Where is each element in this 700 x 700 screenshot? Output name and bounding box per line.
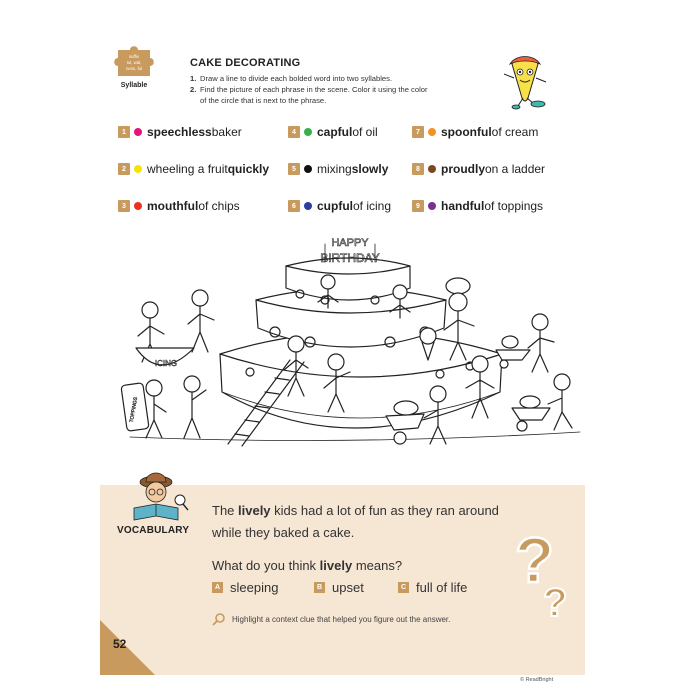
- answer-option-a[interactable]: [212, 580, 278, 595]
- bowl-label: ICING: [154, 359, 178, 368]
- color-dot: [428, 202, 436, 210]
- color-dot: [304, 202, 312, 210]
- phrase-item-1[interactable]: [118, 124, 242, 140]
- phrase-text-after: of toppings: [484, 199, 544, 213]
- phrase-text-after: of icing: [353, 199, 392, 213]
- bold-word: capful: [317, 125, 353, 139]
- option-letter: A: [212, 582, 223, 593]
- answer-option-c[interactable]: [398, 580, 467, 595]
- kid-figure[interactable]: [528, 314, 554, 372]
- detective-reading-icon: [120, 470, 192, 522]
- color-dot: [304, 128, 312, 136]
- question-before: What do you think: [212, 558, 320, 573]
- instruction-number: 2.: [190, 85, 197, 94]
- phrase-number: 6: [288, 200, 300, 212]
- puzzle-line-3: ness, ful: [125, 66, 143, 71]
- birthday-sign[interactable]: [320, 237, 380, 265]
- answer-option-b[interactable]: [314, 580, 364, 595]
- kid-figure[interactable]: [184, 376, 206, 438]
- phrase-text-before: wheeling a fruit: [147, 162, 228, 176]
- bag-label: TOPPINGS: [128, 396, 140, 424]
- phrase-item-4[interactable]: [288, 124, 378, 140]
- option-text: sleeping: [230, 580, 279, 595]
- phrase-text-after: of oil: [352, 125, 378, 139]
- phrase-number: 4: [288, 126, 300, 138]
- bold-word: quickly: [227, 162, 270, 176]
- color-dot: [134, 165, 142, 173]
- phrase-text-after: on a ladder: [485, 162, 546, 176]
- vocab-question: [212, 558, 402, 573]
- ice-cream-cone[interactable]: [420, 328, 436, 360]
- puzzle-label: Syllable: [120, 82, 148, 89]
- phrase-text-after: baker: [211, 125, 242, 139]
- highlight-hint: [212, 612, 450, 626]
- sentence-before: The: [212, 503, 239, 518]
- puzzle-line-2: tul, wal,: [126, 60, 142, 65]
- phrase-text-before: mixing: [317, 162, 352, 176]
- instructions-list: [190, 73, 430, 106]
- color-dot: [134, 128, 142, 136]
- color-dot: [134, 202, 142, 210]
- option-text: full of life: [416, 580, 468, 595]
- bold-word: proudly: [441, 162, 485, 176]
- bold-word: cupful: [317, 199, 353, 213]
- puzzle-line-1: suffix: [129, 54, 139, 59]
- instruction-item: [190, 73, 430, 84]
- phrase-item-3[interactable]: [118, 198, 240, 214]
- wheelbarrow[interactable]: [512, 396, 550, 431]
- instruction-text: Find the picture of each phrase in the scene. Color it using the color of the circle that is next to the phrase.: [200, 85, 428, 105]
- hint-text: Highlight a context clue that helped you figure out the answer.: [232, 614, 451, 624]
- sign-line-1: HAPPY: [331, 237, 369, 249]
- phrase-item-5[interactable]: [288, 161, 388, 177]
- mascot-icon: [500, 54, 550, 110]
- icing-bowl[interactable]: [136, 348, 194, 368]
- page-number: 52: [113, 637, 127, 651]
- phrase-item-9[interactable]: [412, 198, 543, 214]
- instruction-item: [190, 84, 430, 106]
- bold-word: mouthful: [147, 199, 199, 213]
- magnifier-icon: [212, 612, 226, 626]
- toppings-bag[interactable]: [121, 383, 149, 432]
- sentence-after: kids had a lot of fun as they ran around while they baked a cake.: [212, 503, 499, 540]
- option-text: upset: [332, 580, 364, 595]
- option-letter: B: [314, 582, 325, 593]
- worksheet-title: CAKE DECORATING: [190, 57, 301, 69]
- phrase-number: 8: [412, 163, 424, 175]
- phrase-text-after: of chips: [198, 199, 240, 213]
- phrase-number: 1: [118, 126, 130, 138]
- puzzle-piece-icon: [112, 44, 156, 80]
- vocab-word: lively: [238, 503, 271, 518]
- question-marks-icon: [505, 520, 585, 620]
- kid-figure[interactable]: [548, 374, 572, 430]
- phrase-number: 3: [118, 200, 130, 212]
- kid-figure[interactable]: [188, 290, 214, 352]
- phrase-number: 2: [118, 163, 130, 175]
- sign-line-2: BIRTHDAY: [320, 251, 380, 265]
- phrase-number: 5: [288, 163, 300, 175]
- svg-text:?: ?: [515, 524, 555, 596]
- color-dot: [428, 128, 436, 136]
- phrase-item-6[interactable]: [288, 198, 391, 214]
- option-letter: C: [398, 582, 409, 593]
- phrase-number: 7: [412, 126, 424, 138]
- answer-options: [212, 580, 512, 596]
- bold-word: spoonful: [441, 125, 492, 139]
- cake-scene-illustration[interactable]: [110, 232, 590, 456]
- bold-word: handful: [441, 199, 485, 213]
- svg-text:?: ?: [543, 581, 568, 620]
- instruction-number: 1.: [190, 74, 197, 83]
- bold-word: slowly: [351, 162, 389, 176]
- color-dot: [428, 165, 436, 173]
- phrase-item-7[interactable]: [412, 124, 538, 140]
- bold-word: speechless: [147, 125, 212, 139]
- phrase-item-8[interactable]: [412, 161, 545, 177]
- phrase-text-after: of cream: [491, 125, 539, 139]
- question-after: means?: [352, 558, 403, 573]
- context-sentence[interactable]: [212, 500, 532, 544]
- question-word: lively: [319, 558, 353, 573]
- kid-figure[interactable]: [146, 380, 166, 438]
- phrase-item-2[interactable]: [118, 161, 269, 177]
- color-dot: [304, 165, 312, 173]
- phrase-number: 9: [412, 200, 424, 212]
- wheelbarrow[interactable]: [496, 336, 530, 368]
- copyright-credit: © ReadBright: [520, 677, 554, 683]
- vocabulary-label: VOCABULARY: [117, 525, 190, 536]
- page-corner-tab: [100, 620, 155, 675]
- instruction-text: Draw a line to divide each bolded word into two syllables.: [200, 74, 393, 83]
